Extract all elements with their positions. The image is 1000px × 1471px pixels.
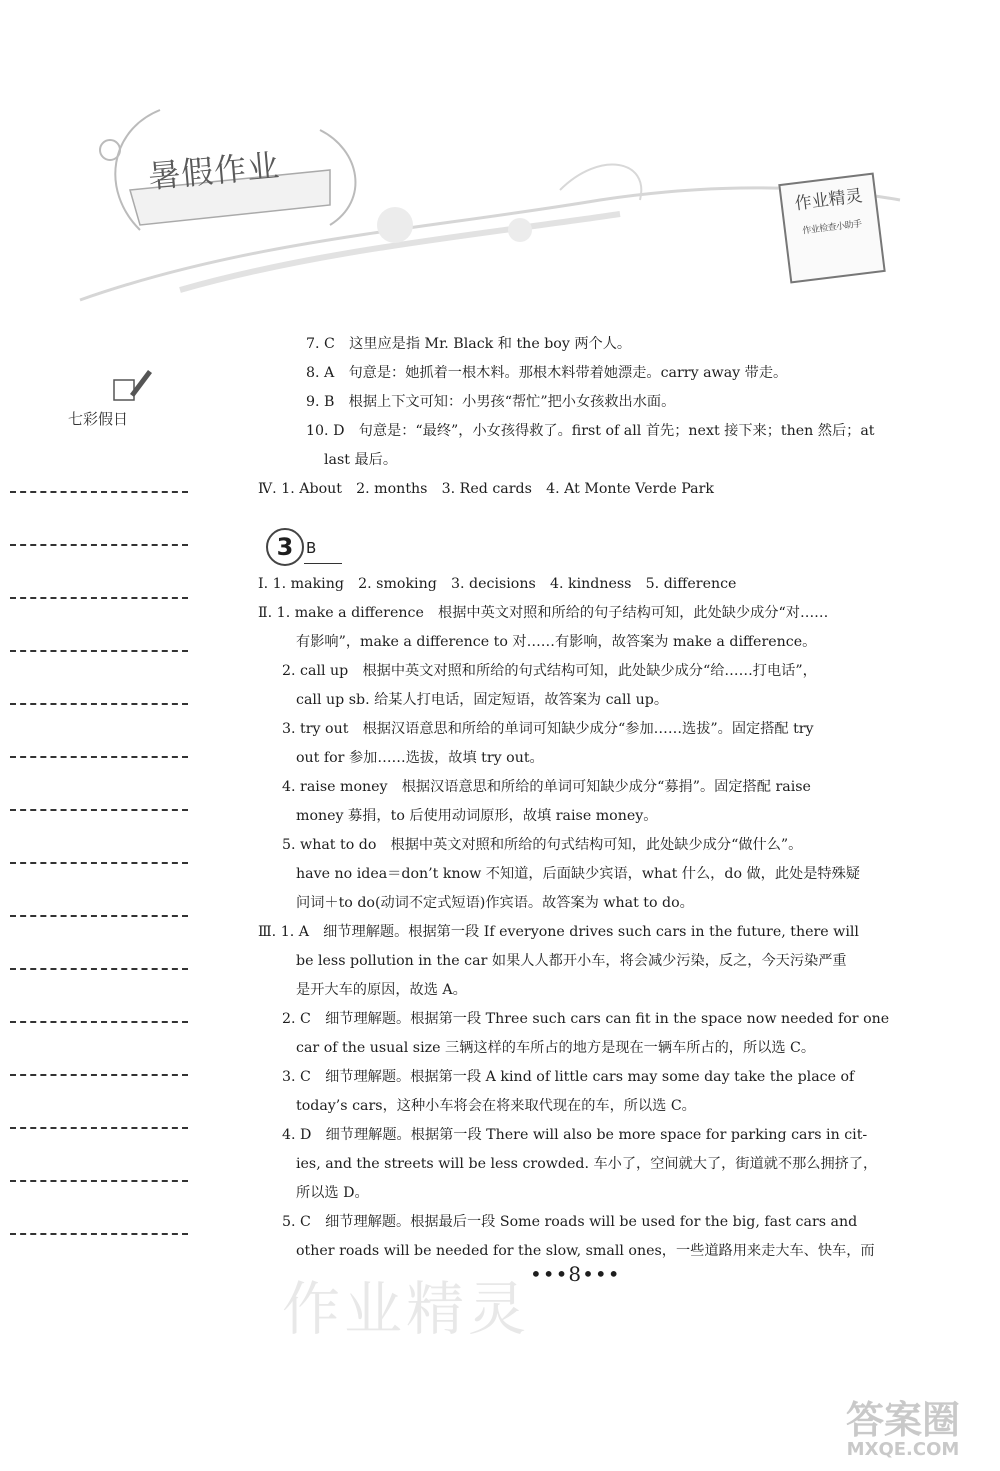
answer-line: 4. D 细节理解题。根据第一段 There will also be more space for parking cars in cit- [282, 1127, 868, 1143]
note-line [10, 652, 188, 705]
page-number: •••8••• [530, 1262, 621, 1286]
answer-line: 所以选 D。 [296, 1185, 369, 1201]
answer-line: 有影响”，make a difference to 对……有影响，故答案为 make a difference。 [296, 634, 817, 650]
note-line [10, 1129, 188, 1182]
corner-watermark [818, 1400, 988, 1460]
answer-line: 7. C 这里应是指 Mr. Black 和 the boy 两个人。 [306, 336, 632, 352]
note-line [10, 811, 188, 864]
answer-line: 5. C 细节理解题。根据最后一段 Some roads will be used for the big, fast cars and [282, 1214, 858, 1230]
note-lines [10, 440, 188, 1235]
answer-line: Ⅳ. 1. About 2. months 3. Red cards 4. At Monte Verde Park [258, 481, 714, 497]
sidebar-label: 七彩假日 [68, 410, 129, 428]
section-number-badge: 3 [266, 528, 304, 566]
note-line [10, 1023, 188, 1076]
answer-line: money 募捐，to 后使用动词原形，故填 raise money。 [296, 808, 658, 824]
answer-line: 3. try out 根据汉语意思和所给的单词可知缺少成分“参加……选拔”。固定搭配 try [282, 721, 814, 737]
answer-line: 5. what to do 根据中英文对照和所给的句式结构可知，此处缺少成分“做什么”。 [282, 837, 803, 853]
answer-line: 2. C 细节理解题。根据第一段 Three such cars can fit in the space now needed for one [282, 1011, 890, 1027]
answer-line: today’s cars，这种小车将会在将来取代现在的车，所以选 C。 [296, 1098, 696, 1114]
stamp-subtitle: 作业检查小助手 [801, 219, 863, 237]
answer-line: last 最后。 [324, 452, 398, 468]
note-line [10, 1182, 188, 1235]
answer-line: 3. C 细节理解题。根据第一段 A kind of little cars may some day take the place of [282, 1069, 855, 1085]
note-line [10, 440, 188, 493]
section-label: B [304, 534, 342, 564]
answer-line: 9. B 根据上下文可知：小男孩“帮忙”把小女孩救出水面。 [306, 394, 676, 410]
note-line [10, 758, 188, 811]
note-line [10, 546, 188, 599]
answer-line: Ⅰ. 1. making 2. smoking 3. decisions 4. kindness 5. difference [258, 576, 737, 592]
pen-icon [110, 366, 154, 406]
note-line [10, 705, 188, 758]
banner-title: 暑假作业 [146, 146, 282, 196]
answer-line: 8. A 句意是：她抓着一根木料。那根木料带着她漂走。carry away 带走。 [306, 365, 788, 381]
note-line [10, 1076, 188, 1129]
answer-line: be less pollution in the car 如果人人都开小车，将会减少污染，反之，今天污染严重 [296, 953, 847, 969]
answer-line: ies, and the streets will be less crowded. 车小了，空间就大了，街道就不那么拥挤了， [296, 1156, 878, 1172]
note-line [10, 917, 188, 970]
answer-line: out for 参加……选拔，故填 try out。 [296, 750, 544, 766]
note-line [10, 864, 188, 917]
answer-line: Ⅲ. 1. A 细节理解题。根据第一段 If everyone drives such cars in the future, there will [258, 924, 859, 940]
corner-watermark-title: 答案圈 [845, 1398, 960, 1442]
watermark-text: 作业精灵 [282, 1275, 531, 1343]
corner-watermark-url: MXQE.COM [846, 1439, 960, 1460]
section-header [266, 510, 890, 566]
answer-content [258, 330, 890, 1266]
answer-line: 问词＋to do(动词不定式短语)作宾语。故答案为 what to do。 [296, 895, 694, 911]
stamp-title: 作业精灵 [793, 186, 864, 215]
answer-line: call up sb. 给某人打电话，固定短语，故答案为 call up。 [296, 692, 669, 708]
answer-line: car of the usual size 三辆这样的车所占的地方是现在一辆车所占的，所以选 C。 [296, 1040, 816, 1056]
note-line [10, 599, 188, 652]
answer-line: 2. call up 根据中英文对照和所给的句式结构可知，此处缺少成分“给……打电话”， [282, 663, 817, 679]
note-line [10, 970, 188, 1023]
answer-line: 是开大车的原因，故选 A。 [296, 982, 467, 998]
answer-line: have no idea＝don’t know 不知道，后面缺少宾语，what 什么，do 做，此处是特殊疑 [296, 866, 860, 882]
note-line [10, 493, 188, 546]
answer-line: other roads will be needed for the slow, small ones，一些道路用来走大车、快车，而 [296, 1243, 875, 1259]
answer-line: Ⅱ. 1. make a difference 根据中英文对照和所给的句子结构可知，此处缺少成分“对…… [258, 605, 829, 621]
brand-stamp [778, 173, 885, 284]
answer-line: 10. D 句意是：“最终”，小女孩得救了。first of all 首先；next 接下来；then 然后；at [306, 423, 875, 439]
answer-line: 4. raise money 根据汉语意思和所给的单词可知缺少成分“募捐”。固定搭配 raise [282, 779, 811, 795]
